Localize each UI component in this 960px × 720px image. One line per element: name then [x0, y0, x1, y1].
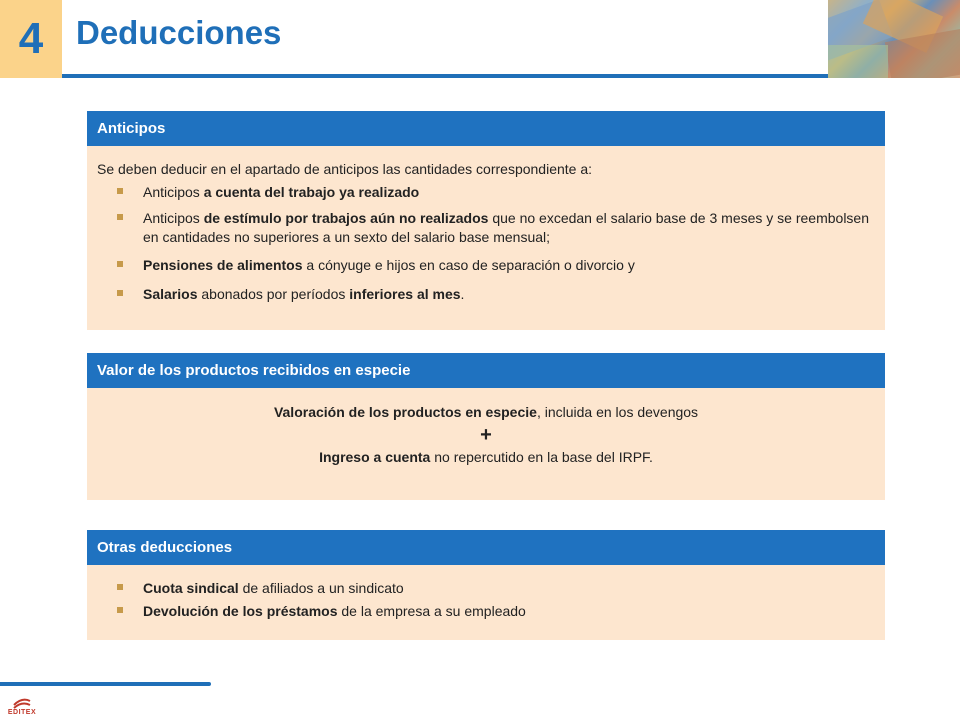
bullet-square-icon [117, 214, 123, 220]
logo-text: EDITEX [7, 709, 37, 716]
section-body [87, 565, 885, 640]
text: a cónyuge e hijos en caso de separación o divorcio y [302, 257, 635, 273]
valuation-line [87, 403, 885, 422]
plus-operator: + [480, 424, 492, 446]
bold-text: Valoración de los productos en especie [273, 404, 537, 420]
banknotes-illustration [828, 0, 960, 78]
text: , incluida en los devengos [536, 404, 699, 420]
especie-section [87, 353, 885, 500]
bullet-item [87, 579, 885, 598]
bullet-item [87, 256, 885, 275]
section-body [87, 388, 885, 500]
bullet-item [87, 209, 885, 247]
intro-text: Se deben deducir en el apartado de anticipos las cantidades correspondiente a: [97, 161, 593, 177]
header-divider [62, 74, 828, 78]
bullet-square-icon [117, 188, 123, 194]
bold-text: Devolución de los préstamos [143, 603, 338, 619]
bold-text: Salarios [143, 286, 198, 302]
section-header: Otras deducciones [87, 530, 885, 565]
text: Anticipos [143, 184, 204, 200]
section-header: Valor de los productos recibidos en especie [87, 353, 885, 388]
bullet-item [87, 602, 885, 621]
bullet-item [87, 183, 885, 202]
logo-mark-icon [12, 697, 32, 709]
income-line [87, 448, 885, 467]
bullet-item [87, 285, 885, 304]
bold-text: de estímulo por trabajos aún no realizados [203, 210, 489, 226]
editex-logo [4, 690, 40, 716]
bullet-square-icon [117, 261, 123, 267]
anticipos-section [87, 111, 885, 330]
bullet-square-icon [117, 607, 123, 613]
bullet-square-icon [117, 290, 123, 296]
bold-text: Ingreso a cuenta [319, 449, 431, 465]
page-title: Deducciones [76, 14, 282, 51]
bullet-list [87, 183, 885, 304]
otras-deducciones-section [87, 530, 885, 640]
text: que no excedan el salario base de 3 meses y se reembolsen en cantidades no superiores a un sexto del salario base mensual; [143, 210, 870, 245]
text: Anticipos [143, 210, 204, 226]
bullet-square-icon [117, 584, 123, 590]
bold-text: inferiores al mes [349, 286, 461, 302]
chapter-number: 4 [0, 0, 62, 78]
text: de la empresa a su empleado [337, 603, 526, 619]
footer-divider [0, 682, 211, 686]
text: de afiliados a un sindicato [238, 580, 404, 596]
section-body [87, 146, 885, 330]
text: abonados por períodos [197, 286, 350, 302]
euro-banknotes-image [828, 0, 960, 78]
text: no repercutido en la base del IRPF. [430, 449, 653, 465]
bold-text: Cuota sindical [143, 580, 239, 596]
bold-text: Pensiones de alimentos [143, 257, 303, 273]
bold-text: a cuenta del trabajo ya realizado [203, 184, 420, 200]
text: . [460, 286, 465, 302]
section-header: Anticipos [87, 111, 885, 146]
bullet-list [87, 579, 885, 621]
